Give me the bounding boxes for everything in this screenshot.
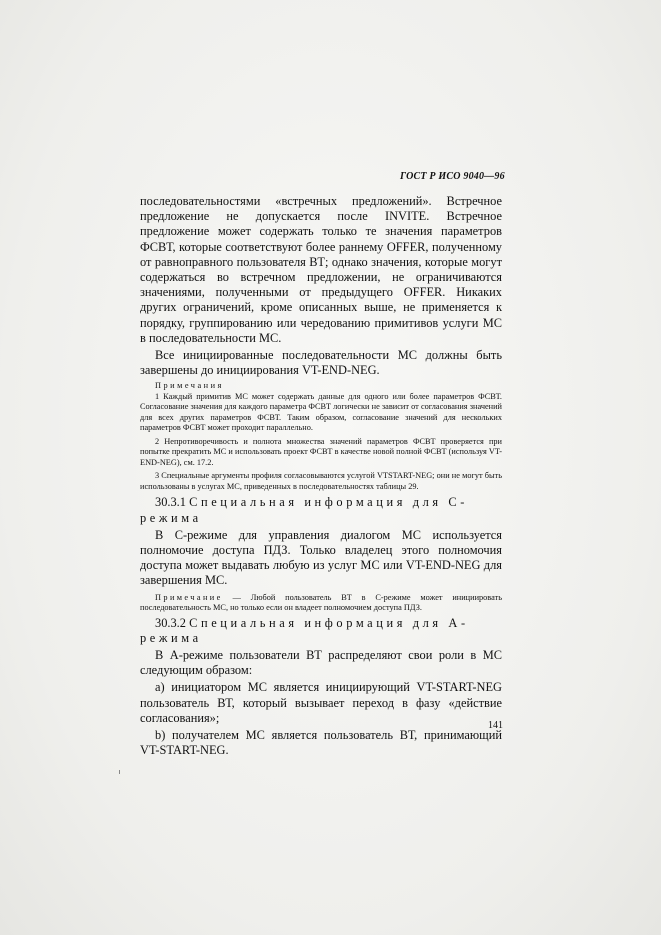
note-1: 1 Каждый примитив МС может содержать данные для одного или более параметров ФСВТ. Согласование значения для каждого параметра ФСВТ логически не зависит от согласования значений для всех других параметров ФСВТ. Таким образом, согласование значений для нескольких параметров ФСВТ может проходит параллельно. [140, 391, 502, 433]
note-text: — Любой пользователь ВТ в С-режиме может инициировать последовательность МС, но только если он владеет полномочием доступа ПДЗ. [140, 592, 502, 613]
section-number: 30.3.1 [155, 495, 186, 510]
section-title: Специальная информация для А-режима [140, 615, 469, 645]
notes-title: Примечания [155, 381, 224, 391]
section-title: Специальная информация для С-режима [140, 495, 469, 525]
note-4 [140, 593, 502, 614]
section-heading-30-3-1 [140, 495, 502, 525]
list-item-b: b) получателем МС является пользователь ВТ, принимающий VT-START-NEG. [140, 728, 502, 758]
paragraph-4: В А-режиме пользователи ВТ распределяют свои роли в МС следующим образом: [140, 648, 502, 678]
page-number: 141 [488, 720, 503, 731]
document-header: ГОСТ Р ИСО 9040—96 [400, 171, 505, 182]
paragraph-3: В С-режиме для управления диалогом МС используется полномочие доступа ПДЗ. Только владелец этого полномочия доступа может выдавать любую из услуг МС или VT-END-NEG для завершения МС. [140, 527, 502, 588]
note-3: 3 Специальные аргументы профиля согласовываются услугой VTSTART-NEG; они не могут быть использованы в услугах МС, приведенных в последовательностях таблицы 29. [140, 471, 502, 491]
note-2: 2 Непротиворечивость и полнота множества значений параметров ФСВТ проверяется при попытке прекратить МС и использовать проект ФСВТ в качестве новой полной ФСВТ (используя VT-END-NEG), см. 17.2. [140, 436, 502, 467]
paragraph-2: Все инициированные последовательности МС должны быть завершены до инициирования VT-END-NEG. [140, 348, 502, 378]
list-item-a: а) инициатором МС является инициирующий VT-START-NEG пользователь ВТ, который вызывает переход в фазу «действие согласования»; [140, 680, 502, 725]
note-label: Примечание [155, 592, 223, 602]
paragraph-1: последовательностями «встречных предложений». Встречное предложение не допускается после INVITE. Встречное предложение может содержать только те значения параметров ФСВТ, которые соответствуют более раннему OFFER, полученному от равноправного пользователя ВТ; однако значения, которые могут содержаться во встречном предложении, не ограничиваются значениями, полученными от предыдущего OFFER. Никаких других ограничений, кроме описанных выше, не применяется к порядку, группированию или чередованию примитивов услуги МС в последовательности МС. [140, 194, 502, 345]
section-heading-30-3-2 [140, 616, 502, 646]
section-number: 30.3.2 [155, 615, 186, 630]
main-text [140, 194, 502, 758]
scan-speck [119, 770, 120, 774]
